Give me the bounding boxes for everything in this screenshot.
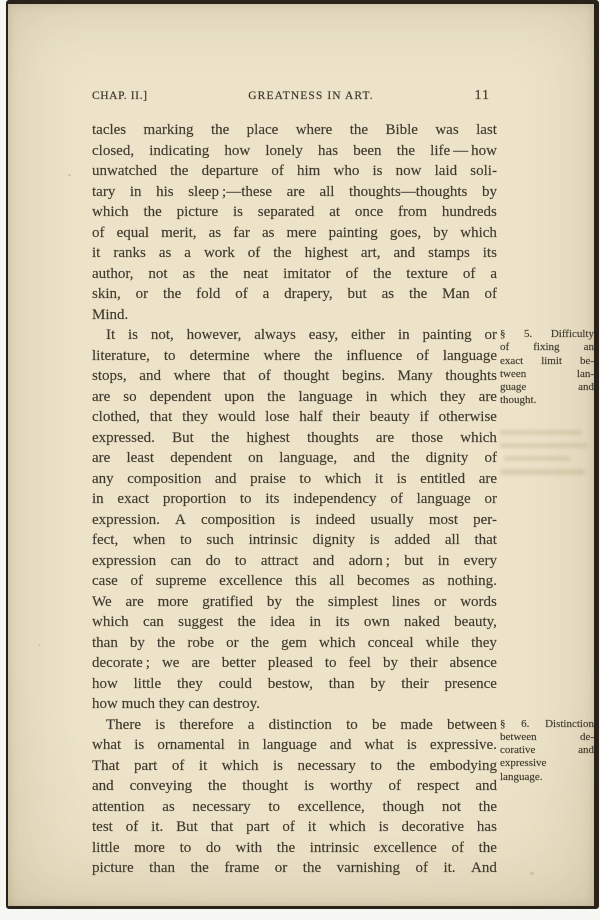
text-line: There is therefore a distinction to be made between	[106, 716, 497, 733]
text-line: fect, when to such intrinsic dignity is added all that	[92, 532, 497, 548]
text-line: what is ornamental in language and what is expressive.	[92, 737, 497, 753]
text-line: exact limit be-	[500, 354, 594, 367]
text-line: attention as necessary to excellence, though not the	[92, 798, 497, 815]
text-line: tary in his sleep ;—these are all thoughts—thoughts by	[92, 183, 497, 200]
paper-speck	[38, 644, 40, 646]
paragraph	[92, 122, 497, 327]
text-line: guage and	[500, 381, 594, 394]
chapter-label: CHAP. II.]	[92, 90, 148, 102]
text-line: between de-	[500, 730, 594, 743]
text-line: expression can do to attract and adorn ; but in every	[92, 552, 497, 569]
text-line: tacles marking the place where the Bible was last	[92, 122, 497, 138]
text-line: of equal merit, as far as mere painting goes, by which	[92, 224, 497, 241]
text-line: than by the robe or the gem which conceal while they	[92, 634, 497, 651]
paragraph	[92, 327, 497, 717]
text-line: which the picture is separated at once from hundreds	[92, 204, 497, 220]
text-line: closed, indicating how lonely has been the life — how	[92, 142, 497, 159]
text-line: We are more gratified by the simplest lines or words	[92, 593, 497, 610]
text-line: stops, and where that of thought begins. Many thoughts	[92, 368, 497, 384]
text-line: how much they can destroy.	[92, 696, 260, 712]
body-text	[92, 122, 497, 881]
page-title: GREATNESS IN ART.	[248, 90, 374, 102]
text-line: expression. A composition is indeed usually most per-	[92, 511, 497, 528]
text-line: little more to do with the intrinsic excellence of the	[92, 839, 497, 856]
book-page	[6, 0, 599, 909]
text-line: case of supreme excellence this all becomes as nothing.	[92, 573, 497, 589]
paper-speck	[530, 872, 534, 875]
text-line: picture than the frame or the varnishing of it. And	[92, 860, 497, 876]
bleed-through-mark	[500, 430, 582, 435]
text-line: Mind.	[92, 306, 129, 323]
text-line: § 5. Difficulty	[500, 328, 594, 340]
text-line: expressive	[500, 757, 547, 770]
text-line: literature, to determine where the influence of language	[92, 347, 497, 364]
text-line: in exact proportion to its independency of language or	[92, 491, 497, 507]
text-line: author, not as the neat imitator of the texture of a	[92, 265, 497, 282]
text-line: expressed. But the highest thoughts are those which	[92, 429, 497, 446]
text-line: and conveying the thought is worthy of respect and	[92, 778, 497, 794]
text-line: skin, or the fold of a drapery, but as the Man of	[92, 286, 497, 302]
paragraph	[92, 717, 497, 881]
bleed-through-mark	[500, 443, 588, 448]
text-line: decorate ; we are better pleased to feel by their absence	[92, 655, 497, 671]
running-header	[92, 88, 497, 104]
text-line: clothed, that they would lose half their beauty if otherwise	[92, 409, 497, 425]
text-line: language.	[500, 770, 543, 783]
bleed-through-mark	[504, 456, 570, 461]
text-line: of fixing an	[500, 341, 594, 354]
text-line: thought.	[500, 394, 537, 407]
text-line: That part of it which is necessary to the embodying	[92, 757, 497, 774]
text-line: which can suggest the idea in its own naked beauty,	[92, 614, 497, 630]
text-line: how little they could bestow, than by their presence	[92, 675, 497, 692]
text-line: tween lan-	[500, 367, 594, 380]
text-line: corative and	[500, 744, 594, 757]
paper-speck	[68, 174, 71, 176]
sidenote	[500, 718, 594, 784]
text-line: are least dependent on language, and the dignity of	[92, 450, 497, 466]
text-line: are so dependent upon the language in which they are	[92, 388, 497, 405]
text-line: any composition and praise to which it is entitled are	[92, 470, 497, 487]
text-line: unwatched the departure of him who is now laid soli-	[92, 163, 497, 179]
text-line: It is not, however, always easy, either in painting or	[106, 327, 497, 343]
text-line: it ranks as a work of the highest art, and stamps its	[92, 245, 497, 261]
text-line: § 6. Distinction	[500, 717, 594, 730]
text-line: test of it. But that part of it which is decorative has	[92, 819, 497, 835]
bleed-through-mark	[500, 469, 585, 475]
sidenote	[500, 328, 594, 408]
page-number: 11	[474, 88, 490, 103]
